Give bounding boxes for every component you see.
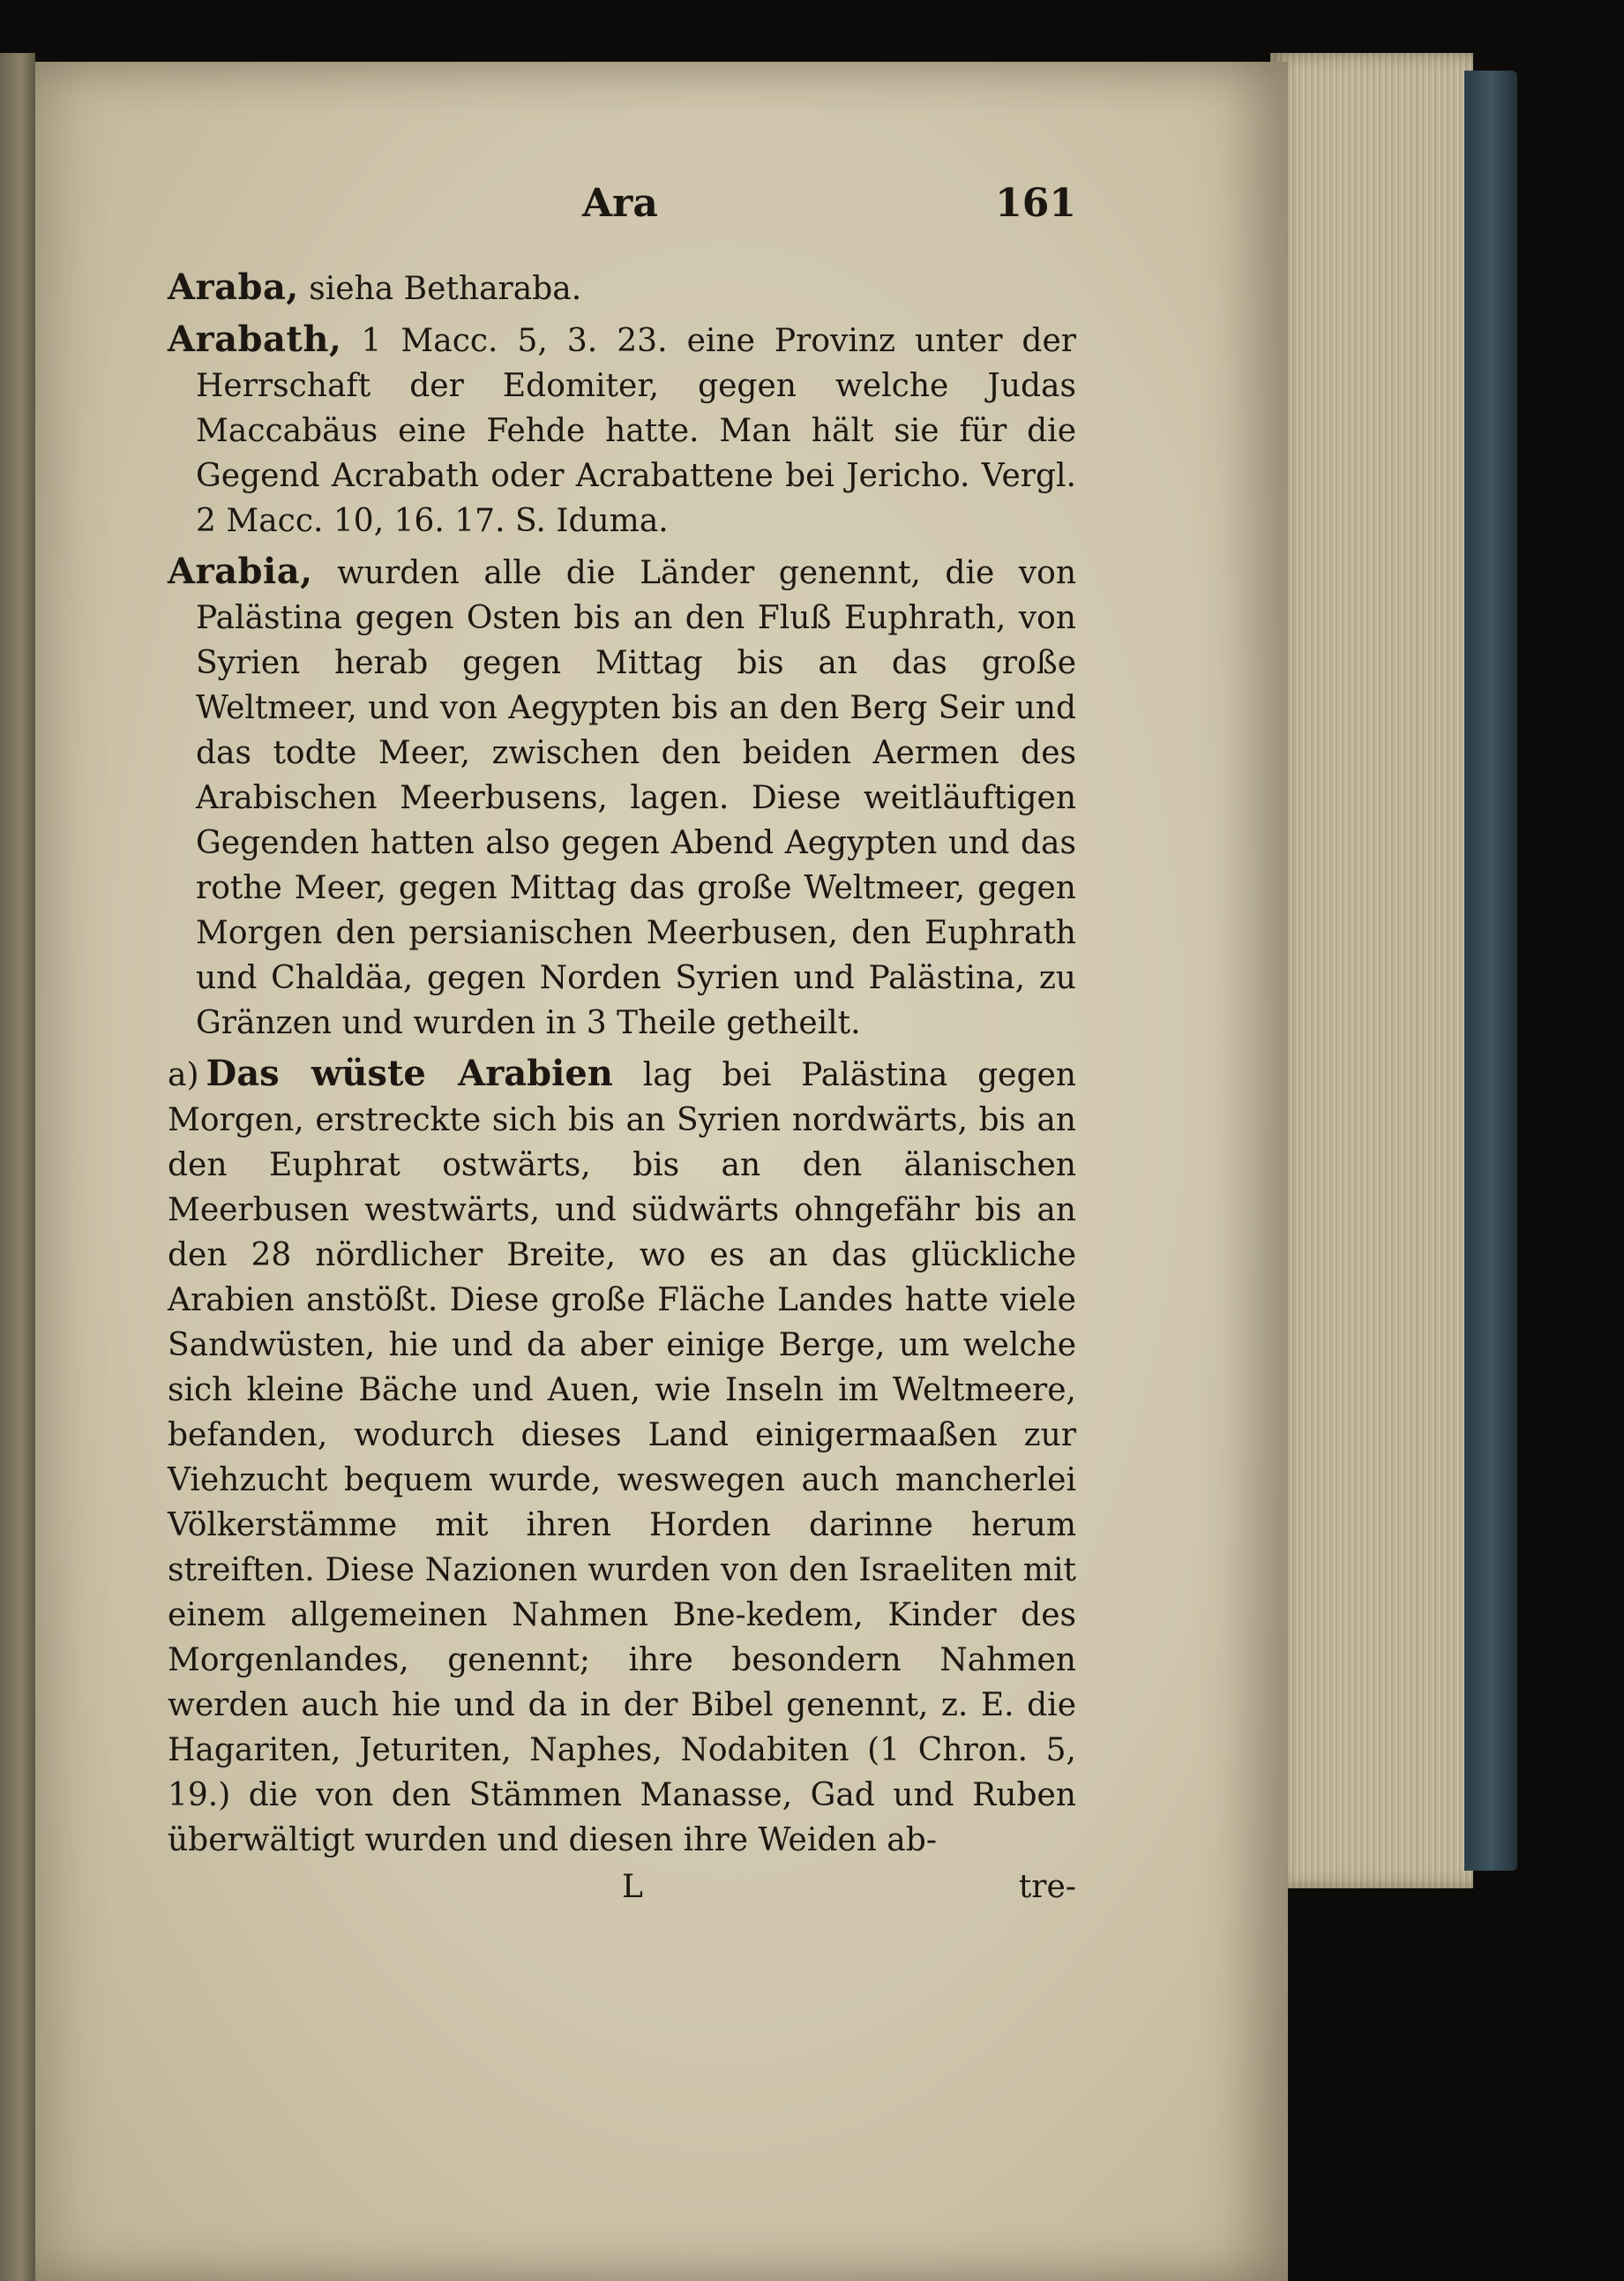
book-cover xyxy=(1464,71,1517,1871)
entry-text: lag bei Palästina gegen Morgen, erstreckte sich bis an Syrien nordwärts, bis an den Euphrat ostwärts, bis an den älanischen Meerbusen westwärts, und südwärts ohngefähr bis an den 28 nördlicher Breite, wo es an das glückliche Arabien anstößt. Diese große Fläche Landes hatte viele Sandwüsten, hie und da aber einige Berge, um welche sich kleine Bäche und Auen, wie Inseln im Weltmeere, befanden, wodurch dieses Land einigermaaßen zur Viehzucht bequem wurde, weswegen auch mancherlei Völkerstämme mit ihren Horden darinne herum streiften. Diese Nazionen wurden von den Israeliten mit einem allgemeinen Nahmen Bne-kedem, Kinder des Morgenlandes, genennt; ihre besondern Nahmen werden auch hie und da in der Bibel genennt, z. E. die Hagariten, Jeturiten, Naphes, Nodabiten (1 Chron. 5, 19.) die von den Stämmen Manasse, Gad und Ruben überwältigt wurden und diesen ihre Weiden ab- xyxy=(168,1057,1076,1858)
headword: Das wüste Arabien xyxy=(206,1053,613,1094)
headword: Araba, xyxy=(168,266,299,308)
page-block-edges xyxy=(1270,53,1473,1888)
signature-mark: L xyxy=(622,1869,643,1905)
left-page-edge xyxy=(0,53,35,2281)
subentry-wuste-arabien xyxy=(168,1051,1076,1863)
entry-text: wurden alle die Länder genennt, die von Palästina gegen Osten bis an den Fluß Euphrath, von Syrien herab gegen Mittag bis an das große Weltmeer, und von Aegypten bis an den Berg Seir und das todte Meer, zwischen den beiden Aermen des Arabischen Meerbusens, lagen. Diese weitläuftigen Gegenden hatten also gegen Abend Aegypten und das rothe Meer, gegen Mittag das große Weltmeer, gegen Morgen den persianischen Meerbusen, den Euphrath und Chaldäa, gegen Norden Syrien und Palästina, zu Gränzen und wurden in 3 Theile getheilt. xyxy=(196,555,1077,1041)
entry-araba xyxy=(168,265,1076,311)
headword: Arabia, xyxy=(168,551,313,592)
running-title: Ara xyxy=(582,181,658,226)
entry-arabia xyxy=(168,549,1076,1046)
dictionary-entries xyxy=(168,265,1076,1895)
page-footer xyxy=(168,1869,1076,1922)
headword: Arabath, xyxy=(168,319,342,360)
entry-text: sieha Betharaba. xyxy=(309,271,582,307)
entry-text: 1 Macc. 5, 3. 23. eine Provinz unter der Herrschaft der Edomiter, gegen welche Judas Maccabäus eine Fehde hatte. Man hält sie für die Gegend Acrabath oder Acrabattene bei Jericho. Vergl. 2 Macc. 10, 16. 17. S. Iduma. xyxy=(196,323,1076,539)
catchword: tre- xyxy=(1018,1869,1076,1905)
subentry-marker: a) xyxy=(168,1057,199,1093)
running-header xyxy=(168,181,1076,234)
page-number: 161 xyxy=(995,181,1076,226)
entry-arabath xyxy=(168,317,1076,544)
